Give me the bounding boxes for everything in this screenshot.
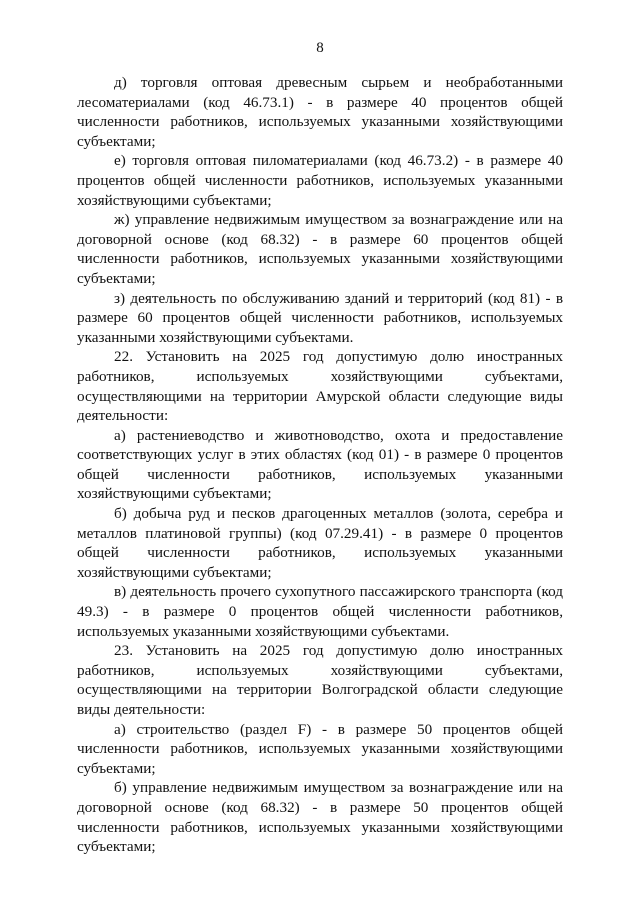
paragraph-23-volgograd-region: 23. Установить на 2025 год допустимую долю иностранных работников, используемых хозяйствующими субъектами, осуществляющими на территории Волгоградской области следующие виды деятельности: [77, 642, 563, 718]
paragraph-v-passenger-transport: в) деятельность прочего сухопутного пассажирского транспорта (код 49.3) - в размере 0 процентов общей численности работников, используемых указанными хозяйствующими субъектами. [77, 583, 563, 640]
paragraph-a-agriculture: а) растениеводство и животноводство, охота и предоставление соответствующих услуг в этих областях (код 01) - в размере 0 процентов общей численности работников, используемых указанными хозяйствующими субъектами; [77, 426, 563, 503]
paragraph-22-amur-region: 22. Установить на 2025 год допустимую долю иностранных работников, используемых хозяйствующими субъектами, осуществляющими на территории Амурской области следующие виды деятельности: [77, 348, 563, 425]
paragraph-z-building-services: з) деятельность по обслуживанию зданий и территорий (код 81) - в размере 60 процентов общей численности работников, используемых указанными хозяйствующими субъектами. [77, 289, 563, 346]
paragraph-a-construction: а) строительство (раздел F) - в размере 50 процентов общей численности работников, используемых указанными хозяйствующими субъектами; [77, 720, 563, 777]
document-body [77, 73, 563, 857]
paragraph-b-precious-metals-mining: б) добыча руд и песков драгоценных металлов (золота, серебра и металлов платиновой группы) (код 07.29.41) - в размере 0 процентов общей численности работников, используемых указанными хозяйствующими субъектами; [77, 505, 563, 581]
paragraph-b-property-management: б) управление недвижимым имуществом за вознаграждение или на договорной основе (код 68.32) - в размере 50 процентов общей численности работников, используемых указанными хозяйствующими субъектами; [77, 779, 563, 856]
paragraph-zh-property-management: ж) управление недвижимым имуществом за вознаграждение или на договорной основе (код 68.32) - в размере 60 процентов общей численности работников, используемых указанными хозяйствующими субъектами; [77, 211, 563, 287]
paragraph-e-lumber-trade: е) торговля оптовая пиломатериалами (код 46.73.2) - в размере 40 процентов общей численности работников, используемых указанными хозяйствующими субъектами; [77, 152, 563, 209]
paragraph-d-wood-trade: д) торговля оптовая древесным сырьем и необработанными лесоматериалами (код 46.73.1) - в размере 40 процентов общей численности работников, используемых указанными хозяйствующими субъектами; [77, 74, 563, 150]
page-number: 8 [316, 40, 324, 56]
